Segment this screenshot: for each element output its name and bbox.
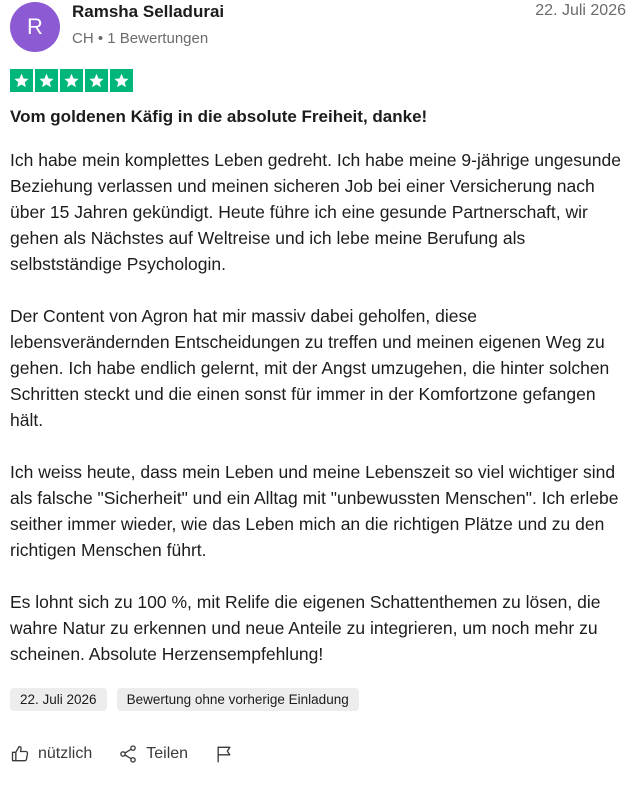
review-paragraph: Ich weiss heute, dass mein Leben und meine Lebenszeit so viel wichtiger sind als falsche "Sicherheit" und ein Alltag mit "unbewussten Menschen". Ich erlebe seither immer wieder, wie das Leben mich an die richtigen Plätze und zu den richtigen Menschen führt. bbox=[10, 462, 619, 560]
invitation-status-badge[interactable]: Bewertung ohne vorherige Einladung bbox=[117, 688, 359, 711]
review-paragraph: Es lohnt sich zu 100 %, mit Relife die eigenen Schattenthemen zu lösen, die wahre Natur zu erkennen und neue Anteile zu integrieren, um noch mehr zu scheinen. Absolute Herzensempfehlung! bbox=[10, 592, 601, 664]
star-icon bbox=[60, 69, 83, 92]
avatar[interactable] bbox=[10, 2, 60, 52]
share-icon bbox=[118, 744, 138, 764]
reviewer-review-count: 1 Bewertungen bbox=[107, 30, 209, 47]
reviewer-name[interactable]: Ramsha Selladurai bbox=[72, 2, 225, 21]
review-title[interactable]: Vom goldenen Käfig in die absolute Freiheit, danke! bbox=[10, 107, 428, 126]
reviewer-country: CH bbox=[72, 30, 94, 47]
star-icon bbox=[110, 69, 133, 92]
star-icon bbox=[10, 69, 33, 92]
avatar-initial: R bbox=[27, 14, 43, 39]
review-actions bbox=[10, 744, 260, 764]
star-icon bbox=[35, 69, 58, 92]
review-date: 22. Juli 2026 bbox=[535, 2, 626, 19]
useful-button[interactable] bbox=[10, 744, 92, 764]
review-body bbox=[10, 147, 630, 693]
meta-separator: • bbox=[97, 30, 104, 47]
flag-icon bbox=[214, 744, 234, 764]
reviewer-meta bbox=[72, 30, 208, 47]
share-label: Teilen bbox=[146, 745, 189, 762]
experience-date-badge: 22. Juli 2026 bbox=[10, 688, 107, 711]
review-tags bbox=[10, 688, 359, 711]
share-button[interactable] bbox=[118, 744, 188, 764]
report-button[interactable] bbox=[214, 744, 234, 764]
review-paragraph: Ich habe mein komplettes Leben gedreht. Ich habe meine 9-jährige ungesunde Beziehung verlassen und meinen sicheren Job bei einer Versicherung nach über 15 Jahren gekündigt. Heute führe ich eine gesunde Partnerschaft, wir gehen als Nächstes auf Weltreise und ich lebe meine Berufung als selbstständige Psychologin. bbox=[10, 150, 621, 274]
review-paragraph: Der Content von Agron hat mir massiv dabei geholfen, diese lebensverändernden Entscheidungen zu treffen und meinen eigenen Weg zu gehen. Ich habe endlich gelernt, mit der Angst umzugehen, die hinter solchen Schritten steckt und die einen sonst für immer in der Komfortzone gefangen hält. bbox=[10, 306, 610, 430]
star-icon bbox=[85, 69, 108, 92]
useful-label: nützlich bbox=[38, 745, 93, 762]
star-rating bbox=[10, 69, 133, 92]
thumbs-up-icon bbox=[10, 744, 30, 764]
